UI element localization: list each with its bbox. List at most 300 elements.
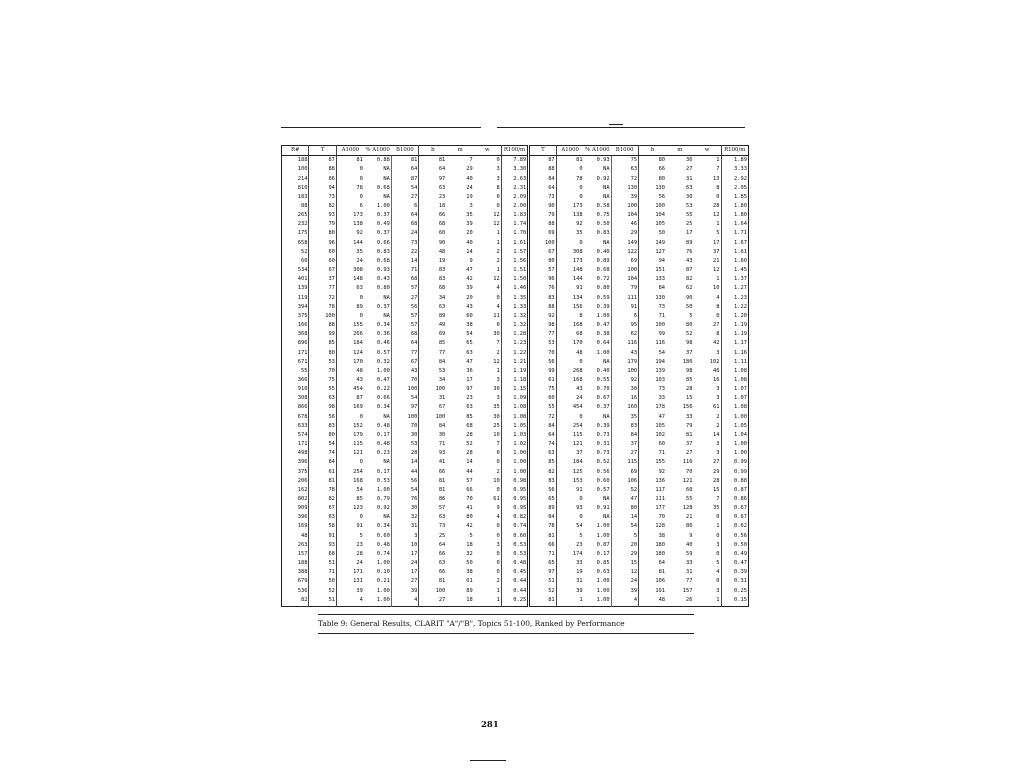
table-cell: 1.00 <box>501 468 528 477</box>
table-cell: 39 <box>556 587 583 596</box>
table-cell: 54 <box>556 523 583 532</box>
table-cell: 25 <box>419 532 446 541</box>
table-cell: 75 <box>611 156 638 166</box>
table-cell: 52 <box>300 248 308 255</box>
table-cell: 81 <box>529 596 556 607</box>
column-header: w <box>474 146 501 156</box>
table-cell: 0.88 <box>376 157 390 164</box>
table-cell: 86 <box>309 175 336 184</box>
table-cell: 12 <box>493 221 500 228</box>
table-cell: 3 <box>496 541 500 548</box>
table-cell: 125 <box>556 468 583 477</box>
table-cell: 12 <box>493 212 500 219</box>
table-cell: 180 <box>682 358 693 365</box>
table-cell: 10 <box>493 431 500 438</box>
table-cell: 36 <box>686 157 693 164</box>
table-cell: 0.39 <box>596 303 610 310</box>
table-cell: 0.88 <box>721 477 749 486</box>
table-cell: 73 <box>529 193 556 202</box>
table-cell: 33 <box>556 559 583 568</box>
table-cell: 60 <box>466 312 473 319</box>
column-header: m <box>666 146 693 156</box>
table-cell: 72 <box>309 294 336 303</box>
table-cell: 896 <box>297 340 308 347</box>
table-cell: 80 <box>466 514 473 521</box>
table-cell: 21 <box>713 257 720 264</box>
table-cell: 157 <box>682 587 693 594</box>
table-cell: 64 <box>391 211 418 220</box>
table-cell: 54 <box>336 486 363 495</box>
table-cell: 80 <box>309 349 336 358</box>
table-cell: 35 <box>336 248 363 257</box>
table-cell: 31 <box>686 175 693 182</box>
table-cell: 80 <box>639 156 666 166</box>
table-cell: 1.35 <box>501 294 528 303</box>
table-cell: 0.68 <box>596 267 610 274</box>
table-cell: 59 <box>686 550 693 557</box>
table-cell: 71 <box>639 449 666 458</box>
column-header: T <box>309 146 336 156</box>
table-cell: 54 <box>639 349 666 358</box>
table-cell: 179 <box>611 358 638 367</box>
table-cell: 84 <box>419 358 446 367</box>
table-cell: 68 <box>391 330 418 339</box>
table-cell: 116 <box>639 339 666 348</box>
table-cell: 46 <box>713 367 720 374</box>
table-cell: 43 <box>556 385 583 394</box>
table-row <box>282 248 749 257</box>
table-cell: 1.23 <box>721 294 749 303</box>
table-cell: 0.60 <box>596 477 610 484</box>
table-cell: 171 <box>297 441 308 448</box>
table-cell: 63 <box>529 449 556 458</box>
table-cell: 66 <box>466 486 473 493</box>
table-cell: 498 <box>297 450 308 457</box>
table-cell: 27 <box>391 578 418 587</box>
table-cell: 100 <box>611 266 638 275</box>
table-cell: 98 <box>686 340 693 347</box>
table-cell: 54 <box>391 394 418 403</box>
table-cell: 70 <box>391 376 418 385</box>
table-cell: 24 <box>391 230 418 239</box>
column-header: B1000 <box>611 146 638 156</box>
column-header: R100/m <box>501 146 528 156</box>
table-cell: 47 <box>639 413 666 422</box>
table-cell: 77 <box>391 349 418 358</box>
table-cell: 0.44 <box>501 578 528 587</box>
table-cell: 60 <box>529 394 556 403</box>
table-cell: NA <box>383 312 390 319</box>
table-cell: 0.17 <box>376 431 390 438</box>
table-cell: 66 <box>419 568 446 577</box>
table-cell: 177 <box>639 504 666 513</box>
table-cell: 56 <box>639 193 666 202</box>
table-cell: 1 <box>716 157 720 164</box>
table-cell: 0 <box>336 459 363 468</box>
table-cell: 80 <box>611 504 638 513</box>
table-cell: 53 <box>419 367 446 376</box>
column-header: % A1000 <box>364 146 391 156</box>
table-cell: 70 <box>639 513 666 522</box>
table-cell: 102 <box>709 358 720 365</box>
table-cell: 3 <box>391 532 418 541</box>
table-cell: 6 <box>611 312 638 321</box>
table-cell: 94 <box>309 184 336 193</box>
table-cell: 0.57 <box>376 349 390 356</box>
table-cell: 1.00 <box>721 449 749 458</box>
table-cell: 80 <box>309 230 336 239</box>
table-cell: 82 <box>300 597 308 604</box>
table-cell: 155 <box>639 459 666 468</box>
table-cell: 39 <box>611 193 638 202</box>
table-cell: 0.86 <box>721 495 749 504</box>
table-cell: 131 <box>336 578 363 587</box>
table-cell: 0.39 <box>596 422 610 429</box>
results-table <box>281 145 749 607</box>
table-cell: 105 <box>639 220 666 229</box>
table-cell: 1.15 <box>501 385 528 394</box>
table-cell: 0.80 <box>596 285 610 292</box>
table-cell: 78 <box>336 184 363 193</box>
table-cell: 0.73 <box>596 450 610 457</box>
table-cell: 88 <box>529 220 556 229</box>
table-cell: 93 <box>309 211 336 220</box>
table-cell: 1.05 <box>721 422 749 431</box>
table-cell: 81 <box>419 477 446 486</box>
table-cell: 2.92 <box>721 175 749 184</box>
table-cell: NA <box>603 166 610 173</box>
table-cell: 1 <box>496 597 500 604</box>
table-cell: 78 <box>529 523 556 532</box>
table-cell: 144 <box>556 275 583 284</box>
table-cell: 266 <box>336 330 363 339</box>
table-cell: 0.95 <box>501 486 528 495</box>
table-row <box>282 349 749 358</box>
table-cell: 0 <box>556 495 583 504</box>
table-cell: 0 <box>336 312 363 321</box>
header-rule-right <box>497 127 745 128</box>
table-cell: 56 <box>529 358 556 367</box>
table-cell: 52 <box>466 441 473 448</box>
table-cell: 12 <box>493 358 500 365</box>
table-cell: 60 <box>300 257 308 264</box>
table-cell: 0 <box>716 193 720 200</box>
table-cell: 16 <box>611 394 638 403</box>
table-cell: NA <box>603 496 610 503</box>
table-cell: 3 <box>716 541 720 548</box>
table-cell: 96 <box>529 275 556 284</box>
table-cell: 1.18 <box>501 376 528 385</box>
table-cell: 0.40 <box>596 367 610 374</box>
table-cell: 4 <box>336 596 363 607</box>
table-cell: 38 <box>466 322 473 329</box>
table-cell: 14 <box>713 431 720 438</box>
table-cell: 91 <box>556 285 583 294</box>
table-cell: 64 <box>529 184 556 193</box>
table-row <box>282 431 749 440</box>
table-cell: 139 <box>639 367 666 376</box>
table-cell: 138 <box>336 220 363 229</box>
table-row <box>282 468 749 477</box>
table-cell: 25 <box>493 422 500 429</box>
table-cell: 0.57 <box>596 486 610 493</box>
table-cell: 15 <box>611 559 638 568</box>
table-cell: 0.93 <box>596 157 610 164</box>
table-cell: 15 <box>686 395 693 402</box>
table-cell: 16 <box>713 376 720 383</box>
table-cell: 1.32 <box>501 312 528 321</box>
table-row <box>282 394 749 403</box>
table-cell: 50 <box>639 230 666 239</box>
table-cell: 191 <box>639 587 666 596</box>
table-cell: 0.39 <box>721 568 749 577</box>
table-cell: 35 <box>556 230 583 239</box>
table-cell: 2 <box>496 248 500 255</box>
table-cell: 9 <box>469 257 473 264</box>
table-cell: 0 <box>496 193 500 200</box>
table-row <box>282 596 749 607</box>
table-cell: 1.46 <box>501 285 528 294</box>
table-cell: 2 <box>496 578 500 585</box>
table-cell: 168 <box>556 376 583 385</box>
table-cell: 97 <box>466 386 473 393</box>
table-cell: 658 <box>297 239 308 246</box>
table-cell: 48 <box>639 596 666 607</box>
table-cell: 40 <box>466 239 473 246</box>
table-row <box>282 568 749 577</box>
table-cell: 0.47 <box>721 559 749 568</box>
table-cell: 0.75 <box>596 212 610 219</box>
table-cell: 30 <box>611 385 638 394</box>
table-cell: 17 <box>391 568 418 577</box>
table-cell: 36 <box>466 367 473 374</box>
table-cell: 51 <box>309 559 336 568</box>
column-header: m <box>446 146 473 156</box>
table-cell: 116 <box>682 459 693 466</box>
table-cell: 37 <box>686 349 693 356</box>
table-cell: 206 <box>297 477 308 484</box>
table-cell: 104 <box>611 275 638 284</box>
table-cell: 66 <box>529 541 556 550</box>
table-cell: 39 <box>611 587 638 596</box>
table-cell: 1.07 <box>721 394 749 403</box>
table-cell: 111 <box>639 495 666 504</box>
table-cell: 866 <box>297 404 308 411</box>
table-cell: 69 <box>611 257 638 266</box>
table-cell: 56 <box>529 486 556 495</box>
table-cell: 0.72 <box>596 276 610 283</box>
table-cell: 33 <box>686 413 693 420</box>
table-cell: NA <box>383 193 390 200</box>
table-cell: 40 <box>466 175 473 182</box>
table-cell: 28 <box>686 386 693 393</box>
table-cell: 40 <box>686 541 693 548</box>
header-mark <box>609 124 623 125</box>
table-cell: 1.16 <box>721 349 749 358</box>
table-cell: 1.83 <box>501 211 528 220</box>
table-cell: 0.55 <box>596 376 610 383</box>
table-cell: 6 <box>336 202 363 211</box>
table-cell: 60 <box>686 486 693 493</box>
table-cell: 1.37 <box>721 275 749 284</box>
table-cell: 401 <box>297 276 308 283</box>
table-cell: 0.48 <box>376 541 390 548</box>
table-cell: 188 <box>297 560 308 567</box>
table-cell: 37 <box>611 440 638 449</box>
table-cell: 33 <box>639 394 666 403</box>
table-cell: 1 <box>716 523 720 530</box>
table-cell: 12 <box>713 267 720 274</box>
table-cell: 180 <box>639 541 666 550</box>
table-cell: 85 <box>686 376 693 383</box>
table-cell: 0.99 <box>721 468 749 477</box>
table-cell: 0.25 <box>501 596 528 607</box>
table-cell: 93 <box>419 449 446 458</box>
table-cell: 454 <box>336 385 363 394</box>
table-cell: 184 <box>336 339 363 348</box>
table-cell: 0.68 <box>376 257 390 264</box>
table-cell: 123 <box>336 504 363 513</box>
table-cell: 3 <box>716 386 720 393</box>
table-cell: 73 <box>309 193 336 202</box>
table-cell: 39 <box>466 285 473 292</box>
table-cell: 68 <box>391 220 418 229</box>
table-row <box>282 202 749 211</box>
table-cell: 1 <box>716 221 720 228</box>
table-cell: 17 <box>391 550 418 559</box>
table-cell: 121 <box>682 477 693 484</box>
table-cell: 802 <box>297 496 308 503</box>
table-cell: 0 <box>496 459 500 466</box>
table-cell: 0.17 <box>596 550 610 557</box>
table-cell: 43 <box>466 303 473 310</box>
table-cell: 5 <box>556 532 583 541</box>
table-cell: 85 <box>529 459 556 468</box>
table-cell: 134 <box>556 294 583 303</box>
table-cell: 81 <box>639 568 666 577</box>
table-cell: 0.53 <box>376 477 390 484</box>
table-cell: 14 <box>391 459 418 468</box>
table-row <box>282 587 749 596</box>
table-cell: 0.25 <box>721 587 749 596</box>
table-cell: 1.00 <box>596 532 610 539</box>
table-cell: 308 <box>556 248 583 257</box>
table-cell: NA <box>603 184 610 191</box>
table-cell: 10 <box>391 541 418 550</box>
table-cell: 1.00 <box>596 312 610 319</box>
table-cell: 30 <box>686 193 693 200</box>
table-cell: 81 <box>391 156 418 166</box>
table-cell: 0.67 <box>721 513 749 522</box>
table-cell: 0.73 <box>596 431 610 438</box>
table-cell: 97 <box>419 175 446 184</box>
table-row <box>282 440 749 449</box>
table-cell: 67 <box>309 504 336 513</box>
table-cell: 1.28 <box>501 330 528 339</box>
table-cell: 52 <box>611 486 638 495</box>
table-cell: 13 <box>713 175 720 182</box>
table-cell: 67 <box>309 266 336 275</box>
table-cell: 0.43 <box>376 276 390 283</box>
table-cell: 30 <box>493 386 500 393</box>
table-cell: 68 <box>419 285 446 294</box>
table-cell: 1 <box>716 276 720 283</box>
column-header: R100/m <box>721 146 749 156</box>
table-cell: 148 <box>556 266 583 275</box>
table-cell: 0.31 <box>596 441 610 448</box>
table-cell: 1 <box>496 230 500 237</box>
table-cell: 66 <box>639 166 666 175</box>
table-cell: 84 <box>529 175 556 184</box>
table-row <box>282 184 749 193</box>
column-header: A1000 <box>336 146 363 156</box>
table-cell: 81 <box>529 532 556 541</box>
table-cell: 3 <box>716 395 720 402</box>
table-cell: 366 <box>297 376 308 383</box>
table-cell: 4 <box>496 514 500 521</box>
table-cell: 27 <box>686 166 693 173</box>
table-cell: 77 <box>309 285 336 294</box>
table-cell: 0.31 <box>721 578 749 587</box>
table-cell: 61 <box>309 468 336 477</box>
table-cell: 10 <box>713 285 720 292</box>
column-header: A1000 <box>556 146 583 156</box>
table-cell: 64 <box>419 166 446 175</box>
table-cell: 54 <box>309 440 336 449</box>
table-cell: 0 <box>716 578 720 585</box>
table-cell: 17 <box>713 239 720 246</box>
table-cell: 24 <box>611 578 638 587</box>
table-cell: 0 <box>496 203 500 210</box>
table-cell: 27 <box>391 294 418 303</box>
table-cell: 7 <box>469 157 473 164</box>
table-cell: 37 <box>713 248 720 255</box>
table-cell: 0.49 <box>721 550 749 559</box>
table-cell: 53 <box>686 203 693 210</box>
table-row <box>282 459 749 468</box>
table-cell: 171 <box>336 568 363 577</box>
table-cell: 0.34 <box>376 523 390 530</box>
table-cell: 1.08 <box>721 376 749 385</box>
table-cell: 0.64 <box>596 340 610 347</box>
page-number: 281 <box>481 720 499 730</box>
table-cell: 70 <box>466 496 473 503</box>
table-cell: 81 <box>556 156 583 166</box>
table-cell: 28 <box>713 477 720 484</box>
table-cell: 78 <box>309 303 336 312</box>
table-cell: 76 <box>686 248 693 255</box>
table-cell: 188 <box>297 157 308 164</box>
table-cell: 41 <box>419 459 446 468</box>
table-cell: 100 <box>391 385 418 394</box>
table-cell: 89 <box>686 239 693 246</box>
table-cell: 9 <box>496 505 500 512</box>
table-cell: 28 <box>466 450 473 457</box>
table-cell: 0.92 <box>596 175 610 182</box>
table-cell: 83 <box>419 266 446 275</box>
table-cell: 0.93 <box>376 267 390 274</box>
table-cell: 1.07 <box>721 385 749 394</box>
table-cell: 0 <box>496 560 500 567</box>
table-row <box>282 275 749 284</box>
table-cell: 14 <box>466 459 473 466</box>
table-cell: 57 <box>391 312 418 321</box>
table-cell: 84 <box>309 459 336 468</box>
table-cell: 1.00 <box>501 449 528 458</box>
table-cell: 71 <box>391 266 418 275</box>
table-cell: 115 <box>556 431 583 440</box>
table-cell: 0.21 <box>376 578 390 585</box>
